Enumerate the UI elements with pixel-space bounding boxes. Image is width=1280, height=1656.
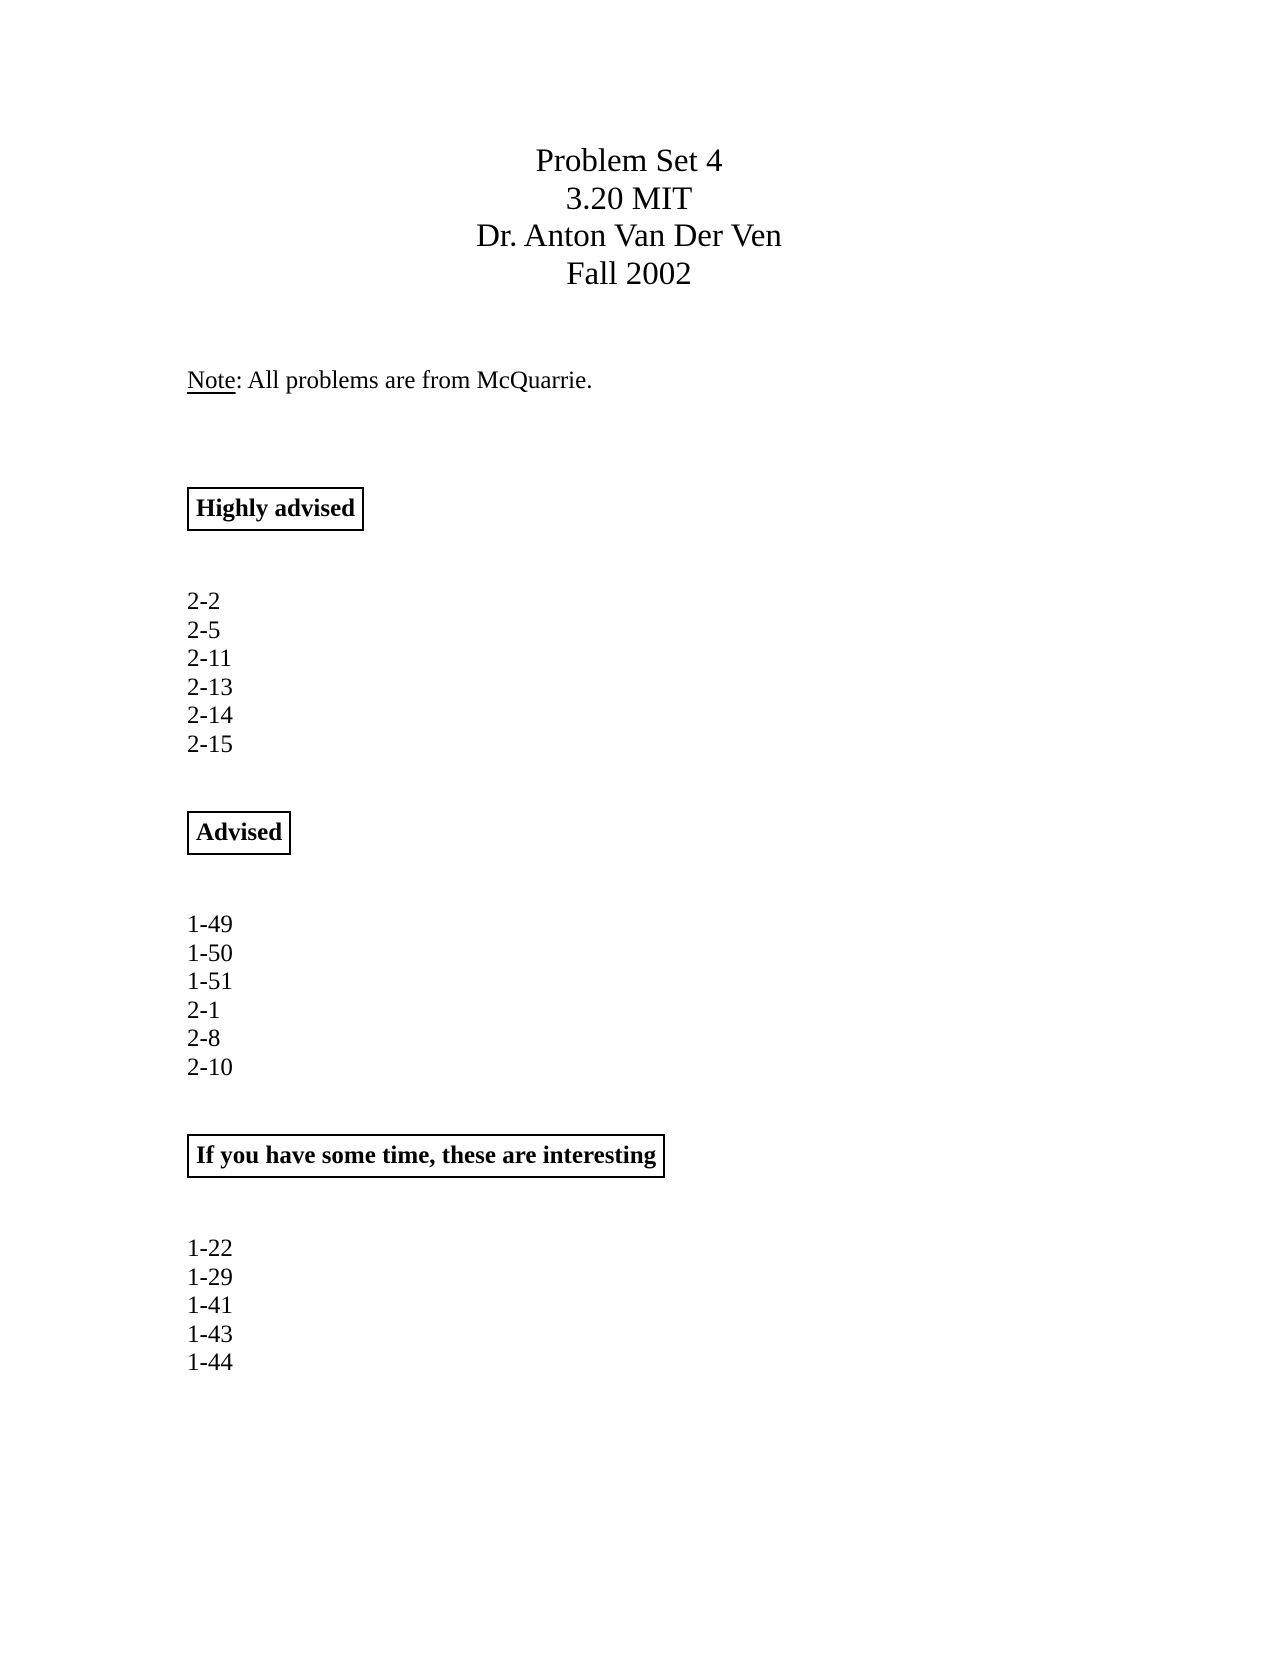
problem-item: 1-22 [187, 1235, 233, 1262]
section-heading-advised: Advised [187, 811, 291, 855]
instructor-name: Dr. Anton Van Der Ven [476, 218, 782, 254]
document-header [0, 143, 1258, 293]
problem-item: 2-5 [187, 616, 221, 644]
section-heading-interesting: If you have some time, these are interesting [187, 1134, 665, 1178]
problem-item: 1-43 [187, 1320, 233, 1348]
term: Fall 2002 [566, 255, 692, 292]
course-number: 3.20 MIT [565, 180, 693, 217]
section-heading-highly-advised: Highly advised [187, 487, 364, 531]
problem-item: 2-15 [187, 730, 233, 758]
problem-list-highly-advised [187, 588, 233, 759]
problem-item: 1-44 [187, 1349, 233, 1376]
note-text: : All problems are from McQuarrie. [235, 367, 593, 394]
problem-item: 2-11 [187, 645, 232, 672]
problem-item: 2-2 [187, 588, 221, 615]
problem-list-advised [187, 911, 233, 1082]
problem-item: 1-29 [187, 1263, 233, 1291]
problem-item: 1-49 [187, 911, 233, 938]
note [187, 366, 592, 396]
problem-item: 2-10 [187, 1053, 233, 1081]
problem-item: 2-13 [187, 673, 233, 701]
problem-item: 1-50 [187, 939, 233, 967]
problem-item: 2-14 [187, 702, 233, 729]
problem-set-title: Problem Set 4 [535, 143, 723, 179]
problem-item: 2-1 [187, 996, 221, 1024]
problem-item: 1-41 [187, 1292, 233, 1319]
note-label: Note [187, 367, 236, 394]
problem-list-interesting [187, 1235, 233, 1378]
problem-item: 1-51 [187, 968, 233, 995]
problem-item: 2-8 [187, 1025, 221, 1052]
